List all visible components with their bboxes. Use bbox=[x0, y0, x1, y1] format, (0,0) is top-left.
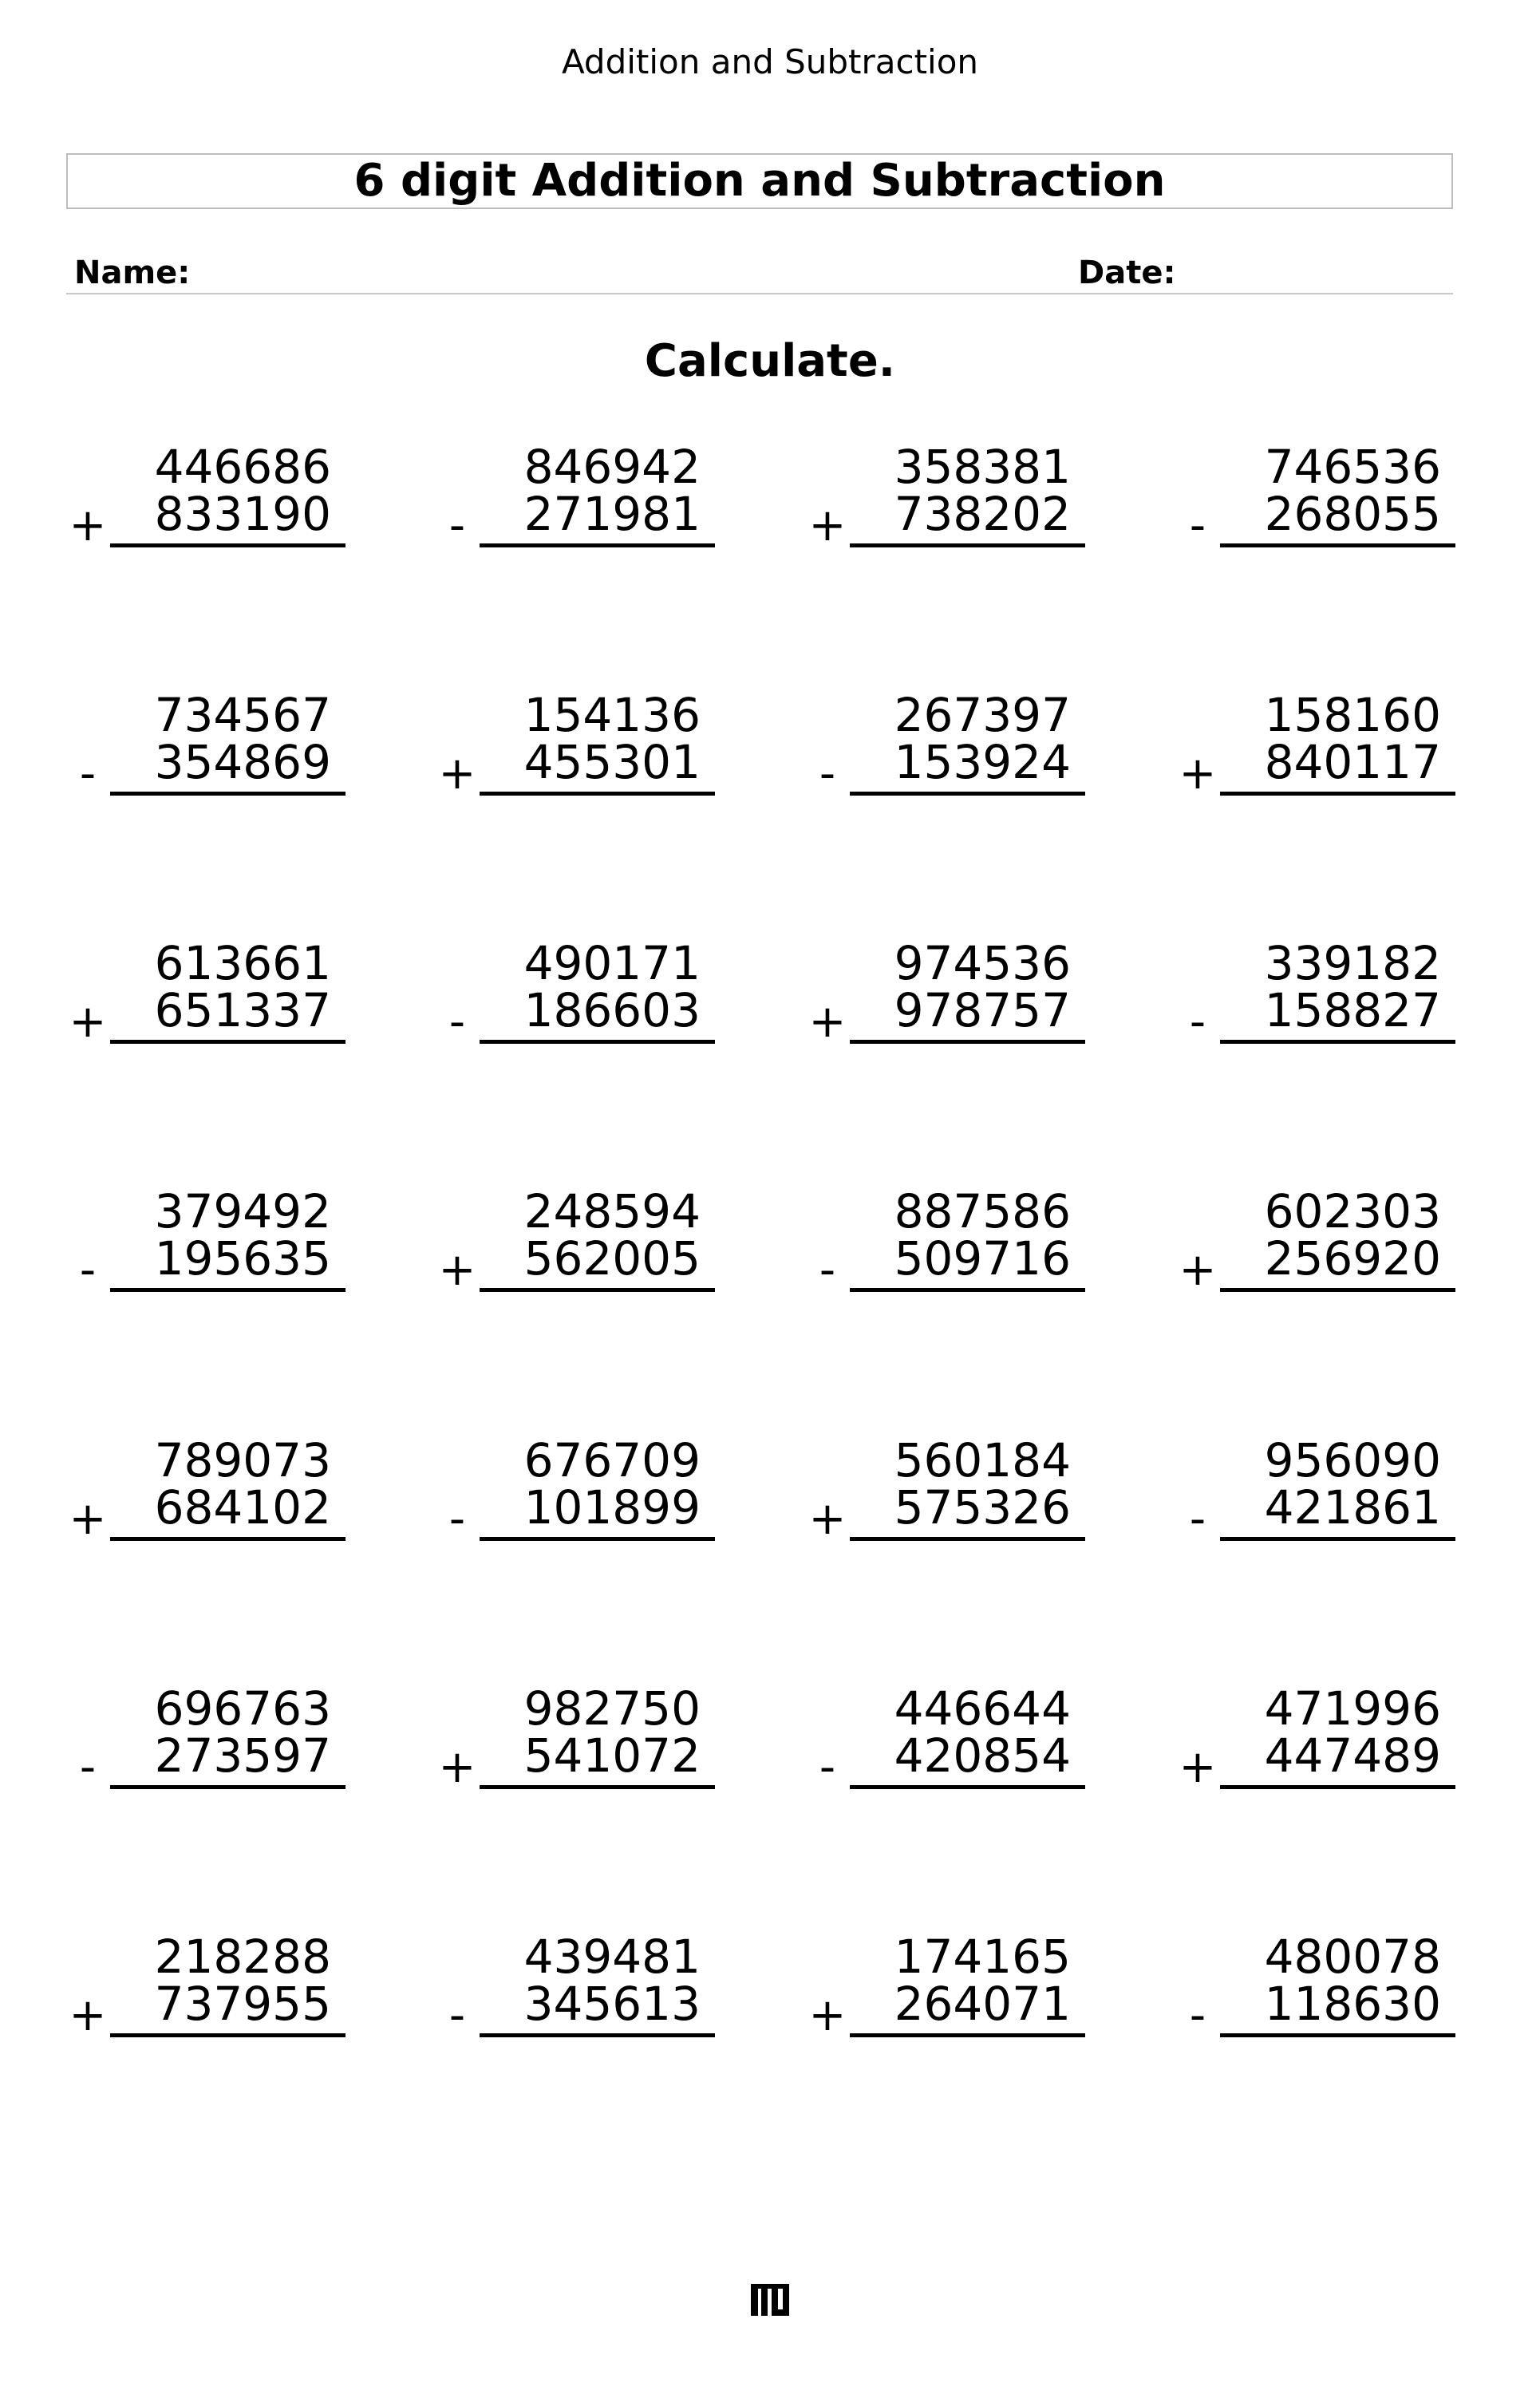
plus-operator: + bbox=[438, 1741, 476, 1793]
answer-line bbox=[850, 792, 1085, 796]
minus-operator: - bbox=[1189, 500, 1206, 551]
problem-bottom-number: 833190 bbox=[154, 487, 331, 541]
plus-operator: + bbox=[808, 996, 847, 1048]
problem-top-number: 471996 bbox=[1264, 1681, 1441, 1736]
problem-bottom-number: 273597 bbox=[154, 1728, 331, 1783]
minus-operator: - bbox=[79, 748, 97, 800]
problem-bottom-number: 562005 bbox=[523, 1231, 701, 1286]
problem-top-number: 439481 bbox=[523, 1930, 701, 1984]
plus-operator: + bbox=[69, 996, 107, 1048]
answer-line bbox=[1220, 2033, 1455, 2037]
problem-bottom-number: 158827 bbox=[1264, 983, 1441, 1037]
answer-line bbox=[850, 1288, 1085, 1292]
answer-line bbox=[480, 543, 715, 547]
problem-top-number: 446686 bbox=[154, 440, 331, 494]
problem-bottom-number: 153924 bbox=[894, 735, 1071, 789]
problem-top-number: 248594 bbox=[523, 1184, 701, 1238]
problem-22 bbox=[436, 1681, 715, 1804]
problem-bottom-number: 978757 bbox=[894, 983, 1071, 1037]
problem-10 bbox=[436, 936, 715, 1059]
page-header: Addition and Subtraction bbox=[561, 42, 979, 81]
problem-top-number: 446644 bbox=[894, 1681, 1071, 1736]
answer-line bbox=[110, 1040, 346, 1044]
worksheet-title: 6 digit Addition and Subtraction bbox=[66, 153, 1453, 209]
problem-top-number: 846942 bbox=[523, 440, 701, 494]
answer-line bbox=[850, 543, 1085, 547]
problem-1 bbox=[66, 440, 346, 563]
plus-operator: + bbox=[69, 1989, 107, 2041]
problem-bottom-number: 268055 bbox=[1264, 487, 1441, 541]
answer-line bbox=[1220, 792, 1455, 796]
answer-line bbox=[480, 792, 715, 796]
plus-operator: + bbox=[808, 1493, 847, 1545]
problem-bottom-number: 354869 bbox=[154, 735, 331, 789]
answer-line bbox=[110, 543, 346, 547]
problem-top-number: 982750 bbox=[523, 1681, 701, 1736]
minus-operator: - bbox=[819, 1244, 836, 1296]
problem-9 bbox=[66, 936, 346, 1059]
answer-line bbox=[1220, 1785, 1455, 1789]
problem-6 bbox=[436, 688, 715, 811]
name-label: Name: bbox=[74, 255, 191, 291]
problem-bottom-number: 738202 bbox=[894, 487, 1071, 541]
minus-operator: - bbox=[79, 1244, 97, 1296]
answer-line bbox=[480, 1785, 715, 1789]
problem-21 bbox=[66, 1681, 346, 1804]
problem-5 bbox=[66, 688, 346, 811]
problem-26 bbox=[436, 1930, 715, 2052]
minus-operator: - bbox=[448, 996, 466, 1048]
plus-operator: + bbox=[808, 1989, 847, 2041]
answer-line bbox=[480, 1040, 715, 1044]
plus-operator: + bbox=[438, 1244, 476, 1296]
problem-top-number: 789073 bbox=[154, 1433, 331, 1487]
problem-bottom-number: 684102 bbox=[154, 1480, 331, 1535]
plus-operator: + bbox=[1179, 1741, 1217, 1793]
problem-bottom-number: 101899 bbox=[523, 1480, 701, 1535]
worksheet-publisher-logo-icon bbox=[751, 2284, 789, 2316]
minus-operator: - bbox=[1189, 996, 1206, 1048]
problem-bottom-number: 195635 bbox=[154, 1231, 331, 1286]
answer-line bbox=[1220, 1537, 1455, 1541]
plus-operator: + bbox=[69, 1493, 107, 1545]
problem-17 bbox=[66, 1433, 346, 1556]
answer-line bbox=[110, 1288, 346, 1292]
problem-bottom-number: 186603 bbox=[523, 983, 701, 1037]
answer-line bbox=[850, 2033, 1085, 2037]
minus-operator: - bbox=[819, 1741, 836, 1793]
problem-bottom-number: 509716 bbox=[894, 1231, 1071, 1286]
problem-7 bbox=[806, 688, 1085, 811]
problem-top-number: 974536 bbox=[894, 936, 1071, 990]
problem-top-number: 613661 bbox=[154, 936, 331, 990]
plus-operator: + bbox=[1179, 1244, 1217, 1296]
minus-operator: - bbox=[1189, 1989, 1206, 2041]
problem-bottom-number: 455301 bbox=[523, 735, 701, 789]
problem-top-number: 956090 bbox=[1264, 1433, 1441, 1487]
minus-operator: - bbox=[819, 748, 836, 800]
plus-operator: + bbox=[69, 500, 107, 551]
problem-23 bbox=[806, 1681, 1085, 1804]
answer-line bbox=[480, 2033, 715, 2037]
problem-top-number: 339182 bbox=[1264, 936, 1441, 990]
problem-top-number: 358381 bbox=[894, 440, 1071, 494]
answer-line bbox=[480, 1537, 715, 1541]
problem-25 bbox=[66, 1930, 346, 2052]
minus-operator: - bbox=[79, 1741, 97, 1793]
problem-top-number: 676709 bbox=[523, 1433, 701, 1487]
problem-bottom-number: 840117 bbox=[1264, 735, 1441, 789]
problem-bottom-number: 420854 bbox=[894, 1728, 1071, 1783]
problem-14 bbox=[436, 1184, 715, 1307]
problem-24 bbox=[1176, 1681, 1455, 1804]
answer-line bbox=[1220, 543, 1455, 547]
plus-operator: + bbox=[808, 500, 847, 551]
problem-bottom-number: 737955 bbox=[154, 1977, 331, 2031]
problem-bottom-number: 541072 bbox=[523, 1728, 701, 1783]
minus-operator: - bbox=[448, 500, 466, 551]
problem-19 bbox=[806, 1433, 1085, 1556]
plus-operator: + bbox=[438, 748, 476, 800]
problem-bottom-number: 271981 bbox=[523, 487, 701, 541]
minus-operator: - bbox=[448, 1989, 466, 2041]
problem-3 bbox=[806, 440, 1085, 563]
problem-top-number: 174165 bbox=[894, 1930, 1071, 1984]
answer-line bbox=[110, 1785, 346, 1789]
problem-15 bbox=[806, 1184, 1085, 1307]
answer-line bbox=[850, 1537, 1085, 1541]
problem-18 bbox=[436, 1433, 715, 1556]
minus-operator: - bbox=[448, 1493, 466, 1545]
problem-20 bbox=[1176, 1433, 1455, 1556]
problem-27 bbox=[806, 1930, 1085, 2052]
problem-4 bbox=[1176, 440, 1455, 563]
answer-line bbox=[1220, 1288, 1455, 1292]
problem-bottom-number: 256920 bbox=[1264, 1231, 1441, 1286]
problem-top-number: 154136 bbox=[523, 688, 701, 742]
problem-bottom-number: 575326 bbox=[894, 1480, 1071, 1535]
problem-top-number: 887586 bbox=[894, 1184, 1071, 1238]
problem-top-number: 734567 bbox=[154, 688, 331, 742]
problem-16 bbox=[1176, 1184, 1455, 1307]
answer-line bbox=[1220, 1040, 1455, 1044]
problem-top-number: 560184 bbox=[894, 1433, 1071, 1487]
problem-bottom-number: 264071 bbox=[894, 1977, 1071, 2031]
answer-line bbox=[850, 1785, 1085, 1789]
problem-top-number: 267397 bbox=[894, 688, 1071, 742]
instruction-heading: Calculate. bbox=[644, 335, 896, 387]
problem-8 bbox=[1176, 688, 1455, 811]
problem-top-number: 158160 bbox=[1264, 688, 1441, 742]
problem-top-number: 218288 bbox=[154, 1930, 331, 1984]
problem-13 bbox=[66, 1184, 346, 1307]
problem-top-number: 379492 bbox=[154, 1184, 331, 1238]
problem-bottom-number: 447489 bbox=[1264, 1728, 1441, 1783]
problem-bottom-number: 651337 bbox=[154, 983, 331, 1037]
answer-line bbox=[480, 1288, 715, 1292]
answer-line bbox=[110, 2033, 346, 2037]
problem-28 bbox=[1176, 1930, 1455, 2052]
problem-bottom-number: 345613 bbox=[523, 1977, 701, 2031]
problem-top-number: 490171 bbox=[523, 936, 701, 990]
problem-2 bbox=[436, 440, 715, 563]
minus-operator: - bbox=[1189, 1493, 1206, 1545]
problem-bottom-number: 421861 bbox=[1264, 1480, 1441, 1535]
problem-top-number: 602303 bbox=[1264, 1184, 1441, 1238]
problem-11 bbox=[806, 936, 1085, 1059]
problem-top-number: 480078 bbox=[1264, 1930, 1441, 1984]
answer-line bbox=[850, 1040, 1085, 1044]
problem-12 bbox=[1176, 936, 1455, 1059]
answer-line bbox=[110, 1537, 346, 1541]
plus-operator: + bbox=[1179, 748, 1217, 800]
date-label: Date: bbox=[1078, 255, 1176, 291]
problem-bottom-number: 118630 bbox=[1264, 1977, 1441, 2031]
problem-top-number: 696763 bbox=[154, 1681, 331, 1736]
problem-top-number: 746536 bbox=[1264, 440, 1441, 494]
answer-line bbox=[110, 792, 346, 796]
